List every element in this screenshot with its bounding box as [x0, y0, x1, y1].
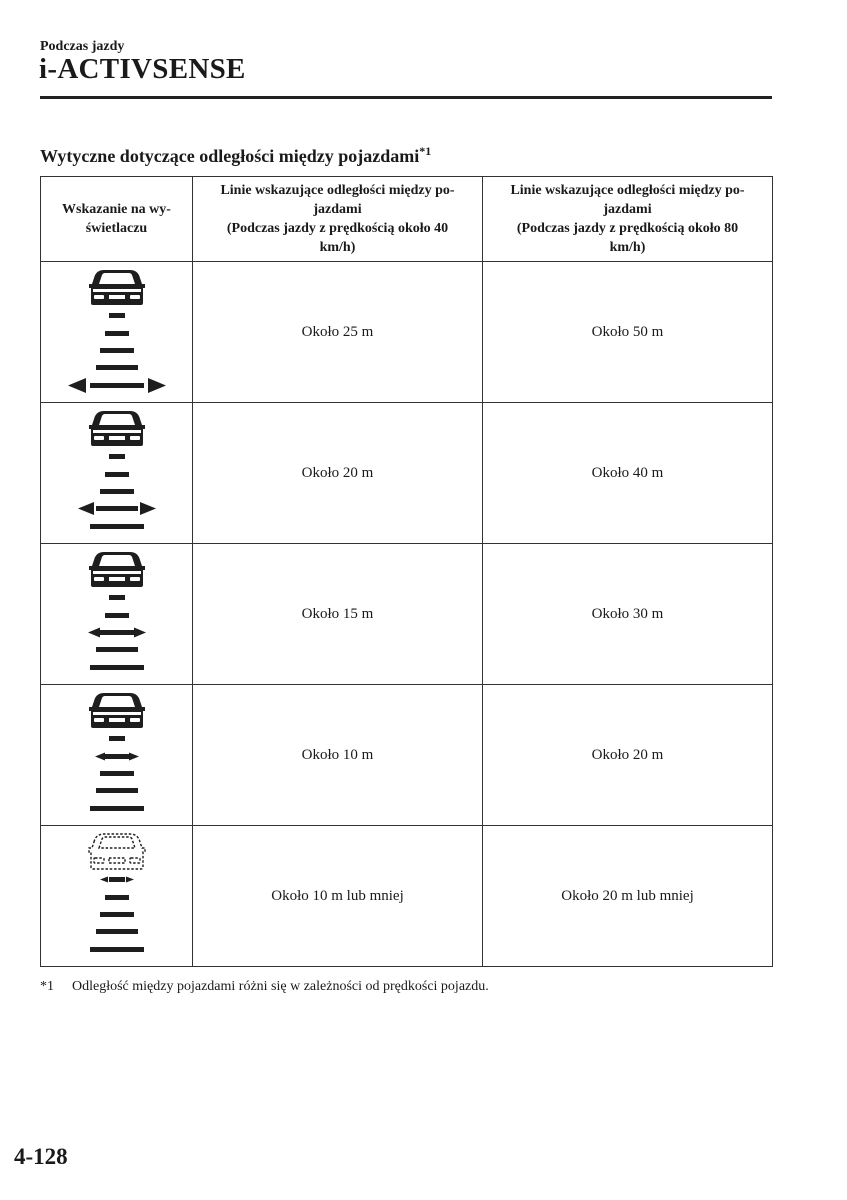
display-indication-cell — [41, 685, 193, 826]
distance-80kmh-cell: Około 20 m lub mniej — [483, 826, 773, 967]
table-row — [41, 544, 773, 685]
table-row — [41, 826, 773, 967]
header-line: Wskazanie na wy- — [62, 202, 171, 217]
header-line: (Podczas jazdy z prędkością około 80 — [516, 221, 739, 236]
distance-80kmh-cell: Około 40 m — [483, 403, 773, 544]
table-row — [41, 685, 773, 826]
distance-indicator-level-3-icon — [62, 408, 172, 538]
display-indication-cell — [41, 403, 193, 544]
table-row — [41, 262, 773, 403]
distance-indicator-no-vehicle-icon — [62, 831, 172, 961]
table-row — [41, 403, 773, 544]
header-line: km/h) — [609, 240, 646, 255]
display-indication-cell — [41, 544, 193, 685]
footnote-text: Odległość między pojazdami różni się w zależności od prędkości pojazdu. — [72, 979, 489, 994]
distance-40kmh-cell: Około 15 m — [193, 544, 483, 685]
table-heading — [40, 144, 431, 167]
distance-80kmh-cell: Około 30 m — [483, 544, 773, 685]
display-indication-cell — [41, 262, 193, 403]
table-heading-footnote-marker: *1 — [419, 144, 432, 158]
header-line: jazdami — [313, 202, 362, 217]
distance-80kmh-cell: Około 50 m — [483, 262, 773, 403]
header-line: Linie wskazujące odległości między po- — [220, 183, 455, 198]
column-header-80kmh — [483, 177, 773, 262]
footnote — [40, 979, 489, 995]
header-line: świetlaczu — [85, 221, 148, 236]
distance-indicator-level-2-icon — [62, 549, 172, 679]
distance-80kmh-cell: Około 20 m — [483, 685, 773, 826]
display-indication-cell — [41, 826, 193, 967]
table-header-row — [41, 177, 773, 262]
distance-40kmh-cell: Około 20 m — [193, 403, 483, 544]
chapter-title: i-ACTIVSENSE — [39, 53, 246, 85]
distance-indicator-level-4-icon — [62, 267, 172, 397]
distance-40kmh-cell: Około 10 m — [193, 685, 483, 826]
title-divider — [40, 96, 772, 99]
header-line: km/h) — [319, 240, 356, 255]
table-heading-text: Wytyczne dotyczące odległości między pojazdami — [40, 146, 420, 166]
column-header-display — [41, 177, 193, 262]
footnote-marker: *1 — [40, 979, 54, 994]
page-number: 4-128 — [14, 1144, 68, 1169]
distance-40kmh-cell: Około 10 m lub mniej — [193, 826, 483, 967]
distance-40kmh-cell: Około 25 m — [193, 262, 483, 403]
header-line: jazdami — [603, 202, 652, 217]
distance-indicator-level-1-icon — [62, 690, 172, 820]
column-header-40kmh — [193, 177, 483, 262]
distance-guidelines-table — [40, 176, 773, 967]
section-label: Podczas jazdy — [40, 39, 125, 54]
header-line: Linie wskazujące odległości między po- — [510, 183, 745, 198]
header-line: (Podczas jazdy z prędkością około 40 — [226, 221, 449, 236]
